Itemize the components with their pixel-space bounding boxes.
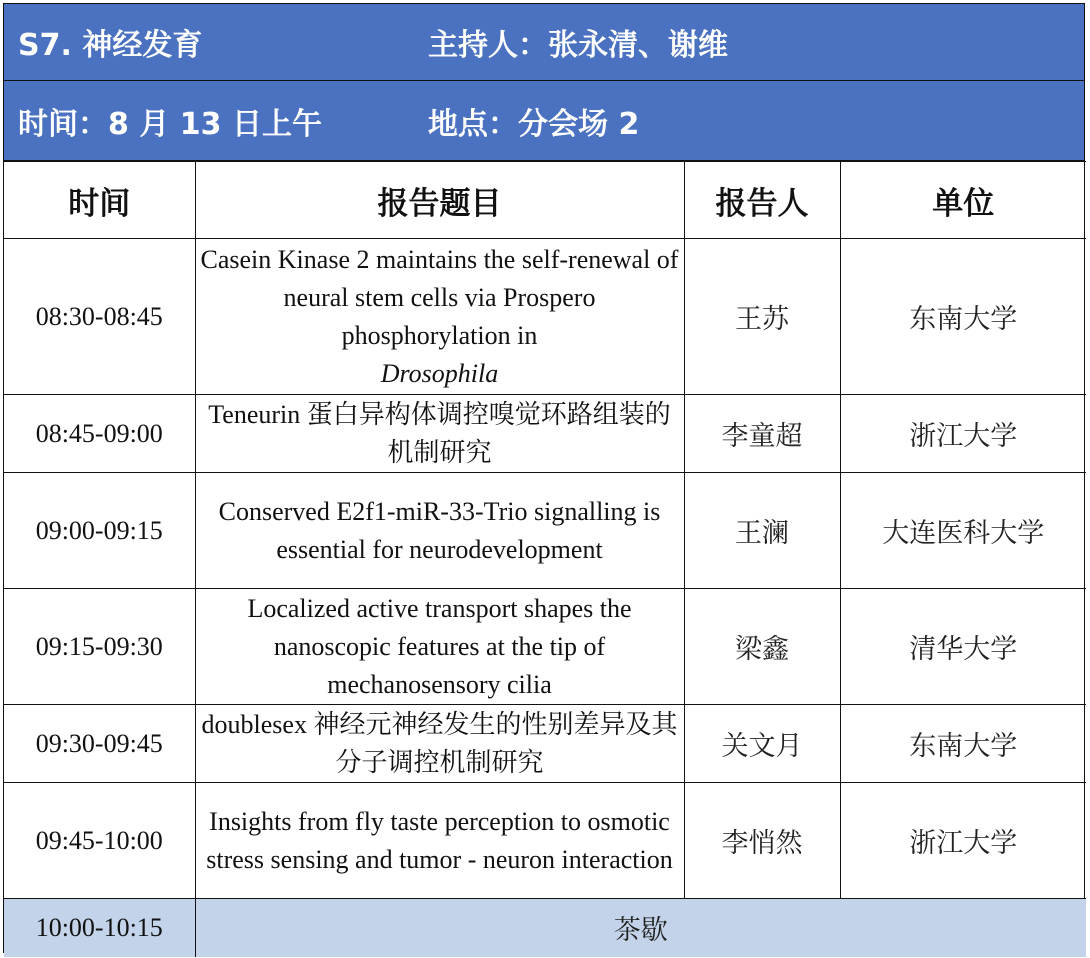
column-header-time: 时间: [4, 162, 195, 239]
talk-speaker: 梁鑫: [684, 589, 840, 705]
session-title: S7. 神经发育: [18, 28, 203, 63]
talk-time: 09:15-09:30: [4, 589, 195, 705]
column-header-speaker: 报告人: [684, 162, 840, 239]
talk-title: Insights from fly taste perception to osmotic stress sensing and tumor - neuron interaction: [195, 783, 684, 899]
schedule-table: [4, 161, 1086, 957]
break-time: 10:00-10:15: [4, 899, 195, 957]
break-label: 茶歇: [195, 899, 1086, 957]
talk-institution: 浙江大学: [840, 783, 1086, 899]
table-row: [4, 473, 1086, 589]
talk-institution: 东南大学: [840, 239, 1086, 395]
talk-institution: 东南大学: [840, 705, 1086, 783]
talk-title: [195, 239, 684, 395]
table-row: [4, 239, 1086, 395]
talk-title-text: Casein Kinase 2 maintains the self-renewal of neural stem cells via Prospero phosphorylation in: [200, 244, 679, 350]
talk-title: doublesex 神经元神经发生的性别差异及其分子调控机制研究: [195, 705, 684, 783]
talk-speaker: 李悄然: [684, 783, 840, 899]
session-time: 时间：8 月 13 日上午: [18, 106, 322, 142]
talk-time: 09:00-09:15: [4, 473, 195, 589]
talk-time: 08:30-08:45: [4, 239, 195, 395]
talk-speaker: 王澜: [684, 473, 840, 589]
talk-institution: 大连医科大学: [840, 473, 1086, 589]
talk-institution: 浙江大学: [840, 395, 1086, 473]
talk-time: 08:45-09:00: [4, 395, 195, 473]
talk-title: Teneurin 蛋白异构体调控嗅觉环路组装的机制研究: [195, 395, 684, 473]
talk-title: Localized active transport shapes the nanoscopic features at the tip of mechanosensory cilia: [195, 589, 684, 705]
talk-institution: 清华大学: [840, 589, 1086, 705]
talk-title-italic: Drosophila: [380, 358, 499, 388]
session-hosts: 主持人：张永清、谢维: [428, 28, 728, 63]
column-header-institution: 单位: [840, 162, 1086, 239]
table-header-row: [4, 162, 1086, 239]
talk-speaker: 关文月: [684, 705, 840, 783]
column-header-title: 报告题目: [195, 162, 684, 239]
schedule-sheet: [3, 3, 1085, 953]
table-row: [4, 589, 1086, 705]
session-header: [4, 4, 1084, 81]
table-row: [4, 705, 1086, 783]
table-row: [4, 783, 1086, 899]
session-info: [4, 81, 1084, 161]
break-row: [4, 899, 1086, 957]
talk-time: 09:30-09:45: [4, 705, 195, 783]
talk-speaker: 李童超: [684, 395, 840, 473]
talk-time: 09:45-10:00: [4, 783, 195, 899]
table-row: [4, 395, 1086, 473]
session-location: 地点：分会场 2: [428, 106, 640, 142]
talk-title: Conserved E2f1-miR-33-Trio signalling is essential for neurodevelopment: [195, 473, 684, 589]
talk-speaker: 王苏: [684, 239, 840, 395]
